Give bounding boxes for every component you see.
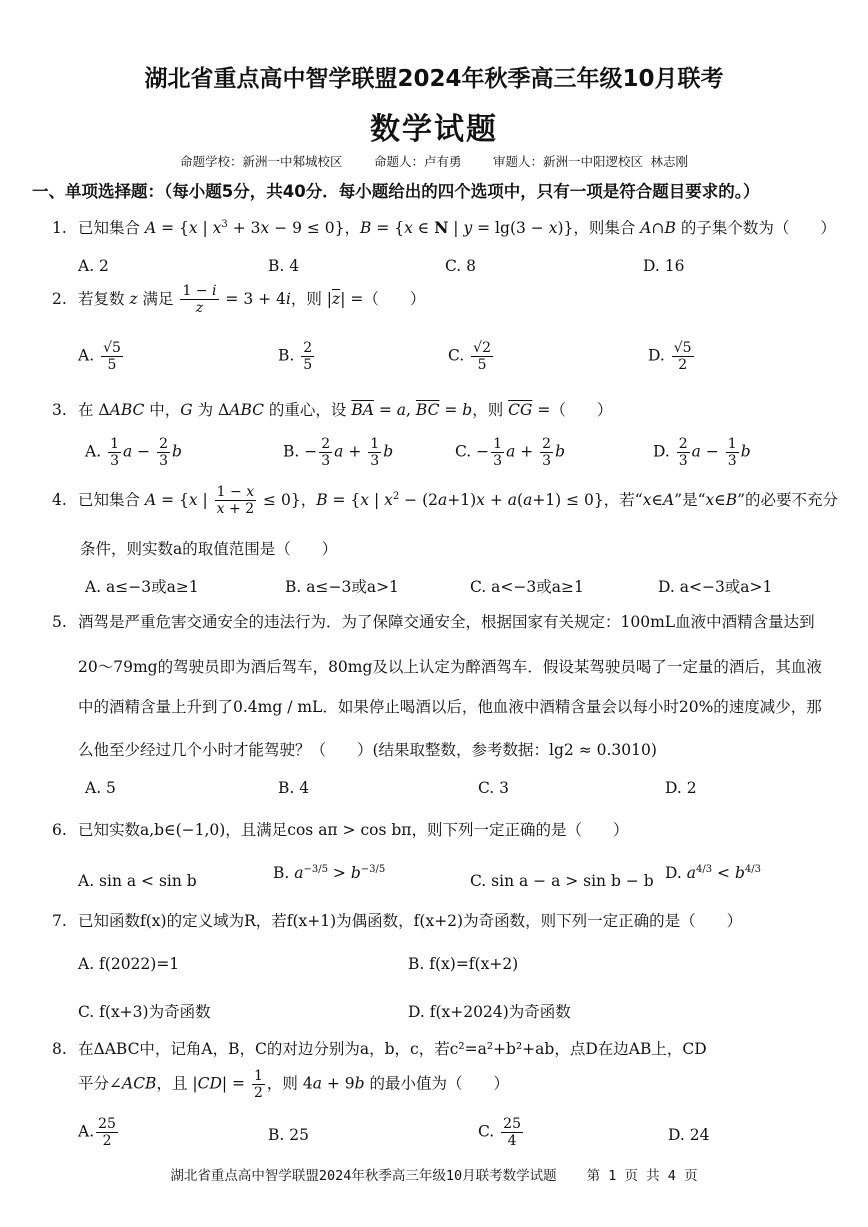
question-text-line-1: 酒驾是严重危害交通安全的违法行为．为了保障交通安全，根据国家有关规定：100mL血液中酒精含量达到: [78, 613, 815, 631]
question-3: [52, 398, 612, 420]
question-text-line-3: 中的酒精含量上升到了0.4mg / mL．如果停止喝酒以后，他血液中酒精含量会以每小时20%的速度减少，那: [78, 698, 822, 716]
footer-title: 湖北省重点高中智学联盟2024年秋季高三年级10月联考数学试题: [170, 1168, 557, 1184]
option-b: B. 25: [268, 1126, 309, 1144]
option-b: B. $\frac{2}{5}$: [278, 340, 313, 374]
option-a: A. sin a < sin b: [78, 872, 197, 890]
option-c: C. $\frac{√2}{5}$: [448, 340, 491, 374]
option-a: A. $\frac{25}{2}$: [78, 1116, 116, 1150]
option-b: B. 4: [268, 257, 300, 275]
question-text: 在ΔABC中，记角A，B，C的对边分别为a，b，c，若c²=a²+b²+ab，点D在边AB上，CD: [78, 1040, 707, 1058]
option-b: B. a≤−3或a>1: [285, 578, 399, 596]
option-c: C. − $\frac{1}{3}$ a + $\frac{2}{3}$ b: [455, 436, 566, 470]
option-a: A. a≤−3或a≥1: [85, 578, 199, 596]
question-text: 在 ΔABC 中，G 为 ΔABC 的重心，设 $\overline{BA} = a$, $\overline{BC} = b$，则 $\overline{CG}$ =（ ）: [78, 401, 613, 419]
option-c: C. a<−3或a≥1: [470, 578, 584, 596]
option-c: C. 8: [445, 257, 477, 275]
question-7: [52, 909, 742, 931]
question-number: 6.: [52, 821, 67, 839]
option-b: B. − $\frac{2}{3}$ a + $\frac{1}{3}$ b: [283, 436, 394, 470]
option-b: B. $a^{-3/5} > b^{-3/5}$: [273, 864, 386, 883]
credit-school: 命题学校：新洲一中邾城校区: [179, 154, 343, 169]
question-6: [52, 818, 628, 840]
option-c: C. 3: [478, 779, 510, 797]
question-number: 1.: [52, 219, 67, 237]
option-b: B. f(x)=f(x+2): [408, 955, 519, 973]
option-d: D. a<−3或a>1: [658, 578, 773, 596]
option-c: C. sin a − a > sin b − b: [470, 872, 654, 890]
option-a: A. 2: [78, 257, 109, 275]
question-text: 已知集合 A = {x | $x^3 + 3x - 9 \le 0$}，B = {x ∈ N | y = lg(3 − x)}，则集合 A∩B 的子集个数为（ ）: [78, 218, 836, 237]
question-8-continued: 平分∠ACB，且 |CD| = $\frac{1}{2}$ ，则 4a + 9b 的最小值为（ ）: [78, 1068, 510, 1102]
question-number: 2.: [52, 289, 67, 308]
question-text: 已知函数f(x)的定义域为R，若f(x+1)为偶函数，f(x+2)为奇函数，则下列一定正确的是（ ）: [78, 912, 743, 930]
question-text-line-4: 么他至少经过几个小时才能驾驶？（ ）(结果取整数，参考数据：lg2 ≈ 0.3010): [78, 741, 657, 759]
option-a: A. f(2022)=1: [78, 955, 180, 973]
section-heading: 一、单项选择题：（每小题5分，共40分．每小题给出的四个选项中，只有一项是符合题目要求的。）: [32, 182, 760, 201]
page-number: 第 1 页 共 4 页: [586, 1168, 698, 1184]
question-2: [52, 283, 425, 316]
question-text: 已知集合 A = {x | $\frac{1 - x}{x + 2}$ ≤ 0}，B = {x | $x^2 - (2a+1)x + a(a+1) \le 0$}，若“x∈A”是“x∈B”的必要不充分: [78, 484, 839, 518]
question-text: 若复数 z 满足 $\frac{1 - i}{z}$ = 3 + 4i，则 $|\overline{z}|$ =（ ）: [78, 283, 426, 317]
option-d: D. 24: [668, 1126, 710, 1144]
option-d: D. 2: [665, 779, 697, 797]
option-d: D. $\frac{√5}{2}$: [648, 340, 692, 374]
option-b: B. 4: [278, 779, 310, 797]
option-a: A. $\frac{√5}{5}$: [78, 340, 121, 374]
question-text-line-2: 20～79mg的驾驶员即为酒后驾车，80mg及以上认定为醉酒驾车．假设某驾驶员喝了一定量的酒后，其血液: [78, 658, 822, 676]
question-4: [52, 484, 838, 517]
exam-subtitle: 数学试题: [370, 112, 498, 147]
option-a: A. $\frac{1}{3}$ a − $\frac{2}{3}$ b: [85, 436, 182, 470]
question-number: 7.: [52, 912, 67, 930]
option-d: D. $a^{4/3} < b^{4/3}$: [665, 864, 761, 883]
question-1: [52, 216, 836, 238]
option-d: D. f(x+2024)为奇函数: [408, 1003, 571, 1021]
question-4-continued: 条件，则实数a的取值范围是（ ）: [80, 540, 338, 558]
question-5: [52, 610, 815, 632]
question-8: [52, 1037, 707, 1059]
question-number: 8.: [52, 1040, 67, 1058]
question-text: 已知实数a,b∈(−1,0)，且满足cos aπ > cos bπ，则下列一定正确的是（ ）: [78, 821, 629, 839]
option-d: D. 16: [643, 257, 685, 275]
question-number: 4.: [52, 490, 67, 509]
option-d: D. $\frac{2}{3}$ a − $\frac{1}{3}$ b: [653, 436, 751, 470]
exam-title: 湖北省重点高中智学联盟2024年秋季高三年级10月联考: [144, 66, 724, 92]
credit-author: 命题人：卢有勇: [373, 154, 462, 169]
credit-reviewer: 审题人：新洲一中阳逻校区 林志刚: [493, 154, 689, 169]
page-footer: [0, 1164, 868, 1184]
option-c: C. f(x+3)为奇函数: [78, 1003, 211, 1021]
option-c: C. $\frac{25}{4}$: [478, 1116, 521, 1150]
question-number: 3.: [52, 401, 67, 419]
option-a: A. 5: [85, 779, 116, 797]
credits: [0, 152, 868, 170]
question-number: 5.: [52, 613, 67, 631]
